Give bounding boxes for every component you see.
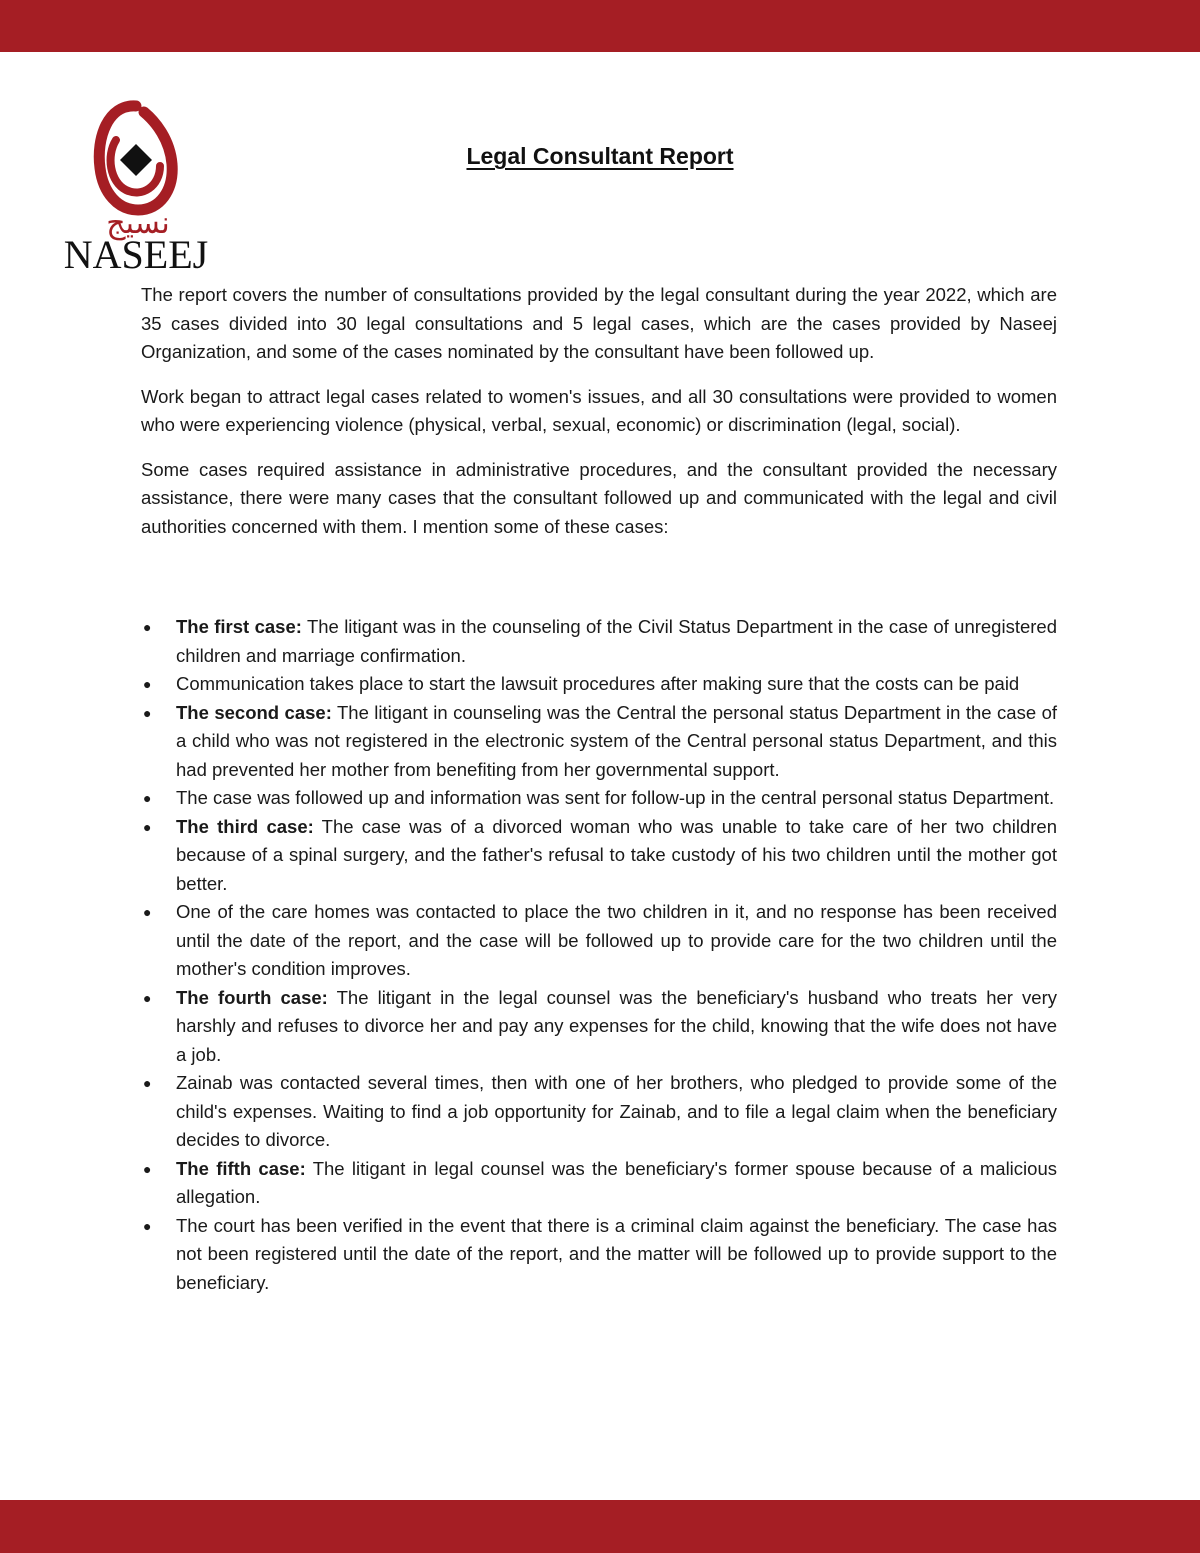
case-text: The litigant in the legal counsel was the beneficiary's husband who treats her very harshly and refuses to divorce her and pay any expenses for the child, knowing that the wife does not have a job. [176,986,1057,1065]
bullet-icon: ● [143,704,152,721]
top-color-band [0,0,1200,52]
list-item [141,813,1057,899]
case-text: The litigant in counseling was the Central the personal status Department in the case of a child who was not registered in the electronic system of the Central personal status Department, and this had prevented her mother from benefiting from her governmental support. [176,701,1057,780]
report-body [141,281,1057,1297]
case-label: The third case: [176,815,314,837]
paragraph-women-issues: Work began to attract legal cases related to women's issues, and all 30 consultations were provided to women who were experiencing violence (physical, verbal, sexual, economic) or discrimination (legal, social). [141,385,1057,435]
list-item [141,699,1057,785]
logo-arabic-text: نسيج [106,206,170,241]
bullet-icon: ● [143,1160,152,1177]
case-label: The first case: [176,616,302,637]
case-label: The fifth case: [176,1157,306,1179]
case-text: The court has been verified in the event that there is a criminal claim against the beneficiary. The case has not been registered until the date of the report, and the matter will be followed up to provide support to the beneficiary. [176,1214,1057,1293]
list-item [141,613,1057,670]
bullet-icon: ● [143,1217,152,1234]
paragraph-cases-intro: Some cases required assistance in administrative procedures, and the consultant provided the necessary assistance, there were many cases that the consultant followed up and communicated with the legal and civil authorities concerned with them. I mention some of these cases: [141,458,1057,537]
list-item [141,1155,1057,1212]
case-text: One of the care homes was contacted to place the two children in it, and no response has been received until the date of the report, and the case will be followed up to provide care for the two children until the mother's condition improves. [176,901,1057,979]
bottom-color-band [0,1500,1200,1553]
case-label: The second case: [176,701,332,723]
list-item [141,1212,1057,1298]
naseej-logo-graphic [56,98,220,274]
bullet-icon: ● [143,619,152,635]
list-item [141,984,1057,1070]
case-list [141,613,1057,1297]
bullet-icon: ● [143,676,152,692]
case-text: The case was followed up and information was sent for follow-up in the central personal status Department. [176,787,1055,808]
list-item [141,670,1057,699]
case-label: The fourth case: [176,986,328,1008]
logo-latin-text: NASEEJ [63,232,209,274]
bullet-icon: ● [143,904,152,920]
naseej-logo [56,98,220,274]
list-item [141,1069,1057,1155]
case-text: The litigant in legal counsel was the beneficiary's former spouse because of a malicious allegation. [176,1157,1057,1207]
page-title: Legal Consultant Report [466,143,734,169]
list-item [141,784,1057,813]
paragraph-intro: The report covers the number of consultations provided by the legal consultant during the year 2022, which are 35 cases divided into 30 legal consultations and 5 legal cases, which are the cases provided by Naseej Organization, and some of the cases nominated by the consultant have been followed up. [141,284,1057,362]
case-text: Communication takes place to start the lawsuit procedures after making sure that the costs can be paid [176,673,1020,694]
list-item [141,898,1057,984]
case-text: Zainab was contacted several times, then with one of her brothers, who pledged to provide some of the child's expenses. Waiting to find a job opportunity for Zainab, and to file a legal claim when the beneficiary decides to divorce. [176,1072,1057,1150]
bullet-icon: ● [143,818,152,835]
case-text: The litigant was in the counseling of the Civil Status Department in the case of unregistered children and marriage confirmation. [176,616,1057,666]
bullet-icon: ● [143,790,152,806]
case-text: The case was of a divorced woman who was unable to take care of her two children because of a spinal surgery, and the father's refusal to take custody of his two children until the mother got better. [176,815,1058,894]
bullet-icon: ● [143,1075,152,1091]
bullet-icon: ● [143,989,152,1006]
